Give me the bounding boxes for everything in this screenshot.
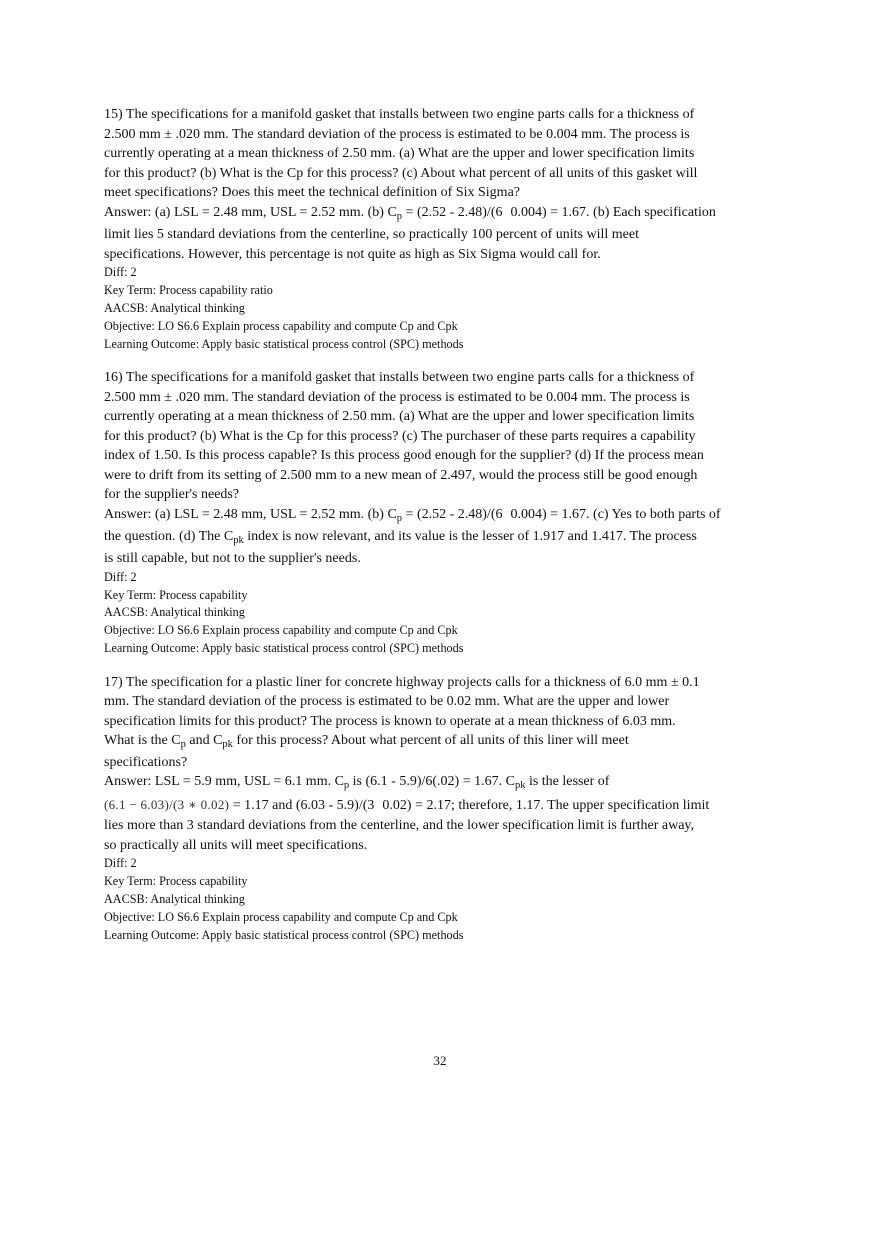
fraction-expression: (6.1 − 6.03)/(3 ∗ 0.02) [104, 797, 230, 812]
q16-key-term: Key Term: Process capability [104, 588, 248, 602]
q16-text-line: for the supplier's needs? [104, 487, 240, 502]
q17-key-term: Key Term: Process capability [104, 874, 248, 888]
q17-answer-line: lies more than 3 standard deviations from the centerline, and the lower specification limit is further away, [104, 818, 695, 833]
page-number: 32 [433, 1053, 447, 1068]
q17-objective: Objective: LO S6.6 Explain process capability and compute Cp and Cpk [104, 910, 458, 924]
q15-diff: Diff: 2 [104, 265, 137, 279]
q17-diff: Diff: 2 [104, 856, 137, 870]
q15-answer-line: Answer: (a) LSL = 2.48 mm, USL = 2.52 mm. (b) $C_p = (2.52 - 2.48)/(6$ 0.004) = 1.67. (b) Each specification [104, 205, 716, 222]
q16-learning-outcome: Learning Outcome: Apply basic statistical process control (SPC) methods [104, 641, 464, 655]
q15-answer-line: limit lies 5 standard deviations from the centerline, so practically 100 percent of units will meet [104, 227, 639, 242]
q16-objective: Objective: LO S6.6 Explain process capability and compute Cp and Cpk [104, 623, 458, 637]
q16-text-line: 16) The specifications for a manifold gasket that installs between two engine parts calls for a thickness of [104, 370, 695, 385]
q15-aacsb: AACSB: Analytical thinking [104, 301, 245, 315]
q17-text-line: specification limits for this product? The process is known to operate at a mean thickness of 6.03 mm. [104, 714, 676, 729]
q16-answer-line: the question. (d) The $C_{pk}$ index is now relevant, and its value is the lesser of 1.917 and 1.417. The process [104, 529, 697, 546]
q16-text-line: currently operating at a mean thickness of 2.50 mm. (a) What are the upper and lower specification limits [104, 409, 695, 424]
q17-text-line: mm. The standard deviation of the process is estimated to be 0.02 mm. What are the upper and lower [104, 694, 670, 709]
q15-objective: Objective: LO S6.6 Explain process capability and compute Cp and Cpk [104, 319, 458, 333]
q16-text-line: 2.500 mm ± .020 mm. The standard deviation of the process is estimated to be 0.004 mm. The process is [104, 390, 690, 405]
q16-text-line: were to drift from its setting of 2.500 mm to a new mean of 2.497, would the process still be good enough [104, 468, 698, 483]
q16-aacsb: AACSB: Analytical thinking [104, 605, 245, 619]
q17-aacsb: AACSB: Analytical thinking [104, 892, 245, 906]
q15-text-line: currently operating at a mean thickness of 2.50 mm. (a) What are the upper and lower specification limits [104, 146, 695, 161]
q17-text-line: 17) The specification for a plastic liner for concrete highway projects calls for a thickness of 6.0 mm ± 0.1 [104, 675, 700, 690]
q15-text-line: for this product? (b) What is the Cp for this process? (c) About what percent of all units of this gasket will [104, 166, 698, 181]
q15-learning-outcome: Learning Outcome: Apply basic statistical process control (SPC) methods [104, 337, 464, 351]
q16-text-line: index of 1.50. Is this process capable? Is this process good enough for the supplier? (d) If the process mean [104, 448, 704, 463]
q15-text-line: meet specifications? Does this meet the technical definition of Six Sigma? [104, 185, 520, 200]
q15-key-term: Key Term: Process capability ratio [104, 283, 273, 297]
q17-text-line: specifications? [104, 755, 188, 770]
q17-learning-outcome: Learning Outcome: Apply basic statistical process control (SPC) methods [104, 928, 464, 942]
q17-answer-line: (6.1 − 6.03)/(3 ∗ 0.02) = 1.17 and (6.03 - 5.9)/(3 0.02) = 2.17; therefore, 1.17. The upper specification limit [104, 797, 710, 813]
q16-answer-line: is still capable, but not to the supplier's needs. [104, 551, 361, 566]
q16-text-line: for this product? (b) What is the Cp for this process? (c) The purchaser of these parts requires a capability [104, 429, 696, 444]
q16-diff: Diff: 2 [104, 570, 137, 584]
q17-answer-line: so practically all units will meet specifications. [104, 838, 368, 853]
q15-answer-line: specifications. However, this percentage is not quite as high as Six Sigma would call for. [104, 247, 601, 262]
q15-text-line: 2.500 mm ± .020 mm. The standard deviation of the process is estimated to be 0.004 mm. The process is [104, 127, 690, 142]
q15-text-line: 15) The specifications for a manifold gasket that installs between two engine parts calls for a thickness of [104, 107, 695, 122]
q16-answer-line: Answer: (a) LSL = 2.48 mm, USL = 2.52 mm. (b) $C_p = (2.52 - 2.48)/(6$ 0.004) = 1.67. (c) Yes to both parts of [104, 507, 721, 524]
q17-text-line: What is the $C_p$ and $C_{pk}$ for this process? About what percent of all units of this liner will meet [104, 733, 629, 750]
q17-answer-line: Answer: LSL = 5.9 mm, USL = 6.1 mm. $C_p$ is (6.1 - 5.9)/6(.02) = 1.67. $C_{pk}$ is the lesser of [104, 774, 610, 791]
